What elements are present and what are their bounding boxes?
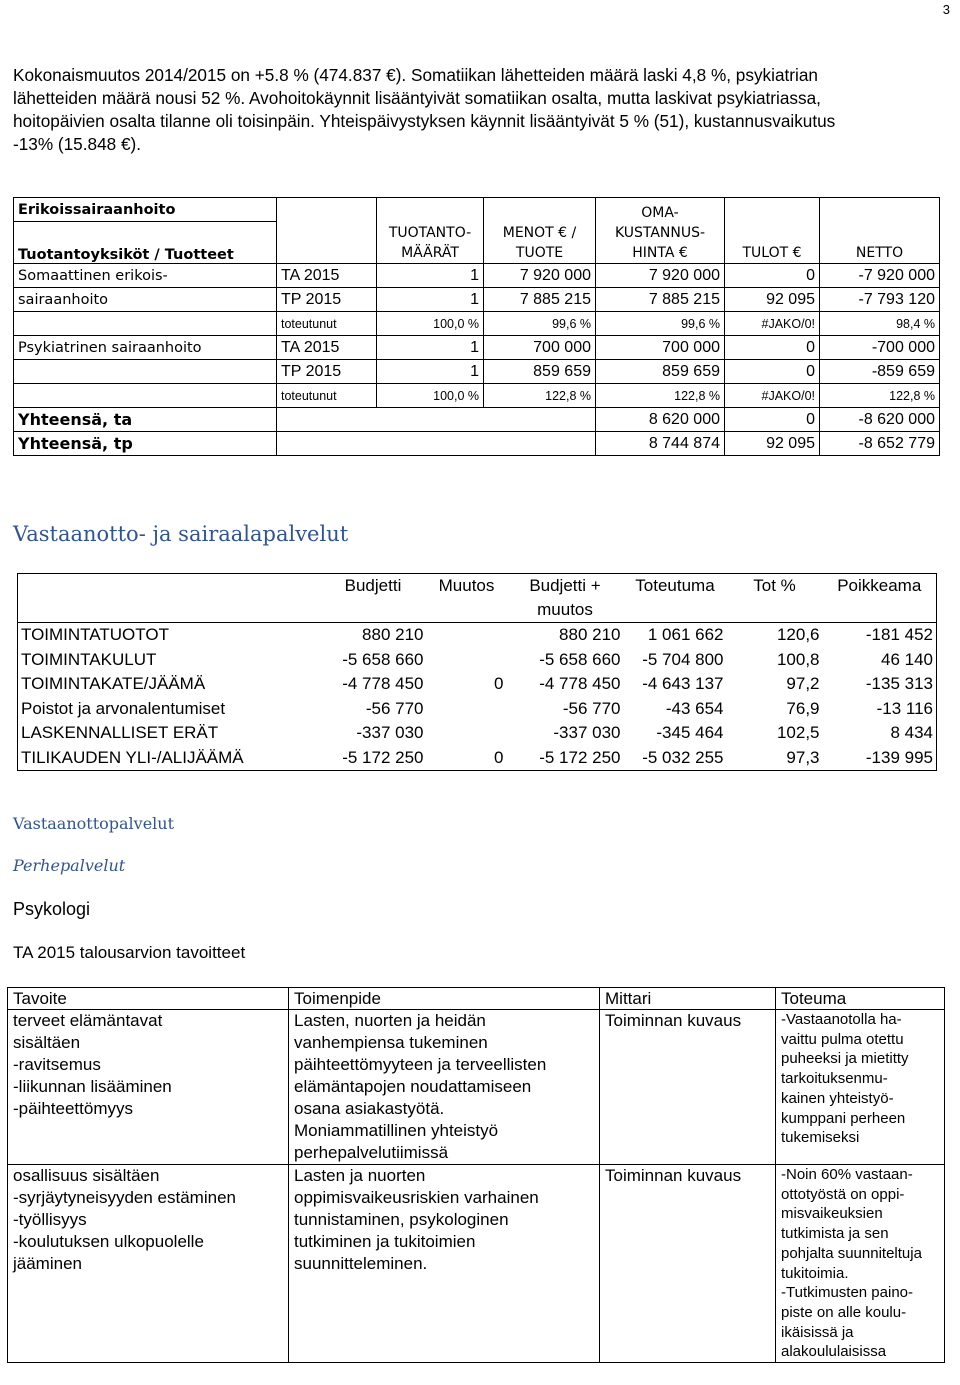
cell: -4 778 450 xyxy=(342,674,424,694)
total-label: Yhteensä, ta xyxy=(14,408,277,432)
cell: 8 620 000 xyxy=(596,408,725,432)
row-type: toteutunut xyxy=(277,312,377,336)
cell: 92 095 xyxy=(725,432,820,456)
table-row xyxy=(18,721,937,746)
cell xyxy=(427,696,507,721)
heading-ta-tavoitteet: TA 2015 talousarvion tavoitteet xyxy=(13,943,246,962)
page-number: 3 xyxy=(942,2,950,17)
heading-perhepalvelut: Perhepalvelut xyxy=(13,856,126,875)
cell: -8 620 000 xyxy=(820,408,940,432)
toteuma-cell: -Vastaanotolla ha- vaittu pulma otettu puheeksi ja mietitty tarkoituksenmu- kainen yhteistyö- kumppani perheen tukemiseksi xyxy=(776,1010,945,1165)
cell: 99,6 % xyxy=(484,312,596,336)
row-type: TA 2015 xyxy=(277,336,377,360)
budget-table xyxy=(17,573,937,771)
intro-line: lähetteiden määrä nousi 52 %. Avohoitokäynnit lisääntyivät somatiikan osalta, mutta laskivat psykiatriassa, xyxy=(13,88,821,108)
cell: -56 770 xyxy=(365,698,424,718)
cell: 1 xyxy=(377,264,484,288)
table-row xyxy=(18,647,937,672)
tavoite-cell: terveet elämäntavat sisältäen -ravitsemus -liikunnan lisääminen -päihteettömyys xyxy=(8,1010,289,1165)
header-menot: MENOT € / TUOTE xyxy=(484,198,596,264)
erikoissairaanhoito-table xyxy=(13,197,940,456)
cell: 97,2 xyxy=(786,674,820,694)
header-poikkeama: Poikkeama xyxy=(837,576,922,596)
cell: -56 770 xyxy=(562,698,621,718)
cell: 7 885 215 xyxy=(596,288,725,312)
cell: -13 116 xyxy=(876,698,933,718)
cell: 46 140 xyxy=(881,649,933,669)
cell: 0 xyxy=(725,264,820,288)
row-type: TP 2015 xyxy=(277,360,377,384)
table-row xyxy=(14,384,940,408)
table-row xyxy=(14,264,940,288)
row-label: sairaanhoito xyxy=(14,288,277,312)
row-label: TOIMINTATUOTOT xyxy=(18,623,320,648)
table-row xyxy=(18,696,937,721)
cell: -5 658 660 xyxy=(539,649,621,669)
cell: #JAKO/0! xyxy=(725,312,820,336)
cell: 7 920 000 xyxy=(484,264,596,288)
header-toteutuma: Toteutuma xyxy=(635,576,715,596)
cell: 122,8 % xyxy=(484,384,596,408)
row-header-label: Tuotantoyksiköt / Tuotteet xyxy=(14,222,277,264)
cell: -135 313 xyxy=(865,674,933,694)
header-mittari: Mittari xyxy=(600,988,776,1010)
cell: 122,8 % xyxy=(596,384,725,408)
cell: 0 xyxy=(725,360,820,384)
cell: 8 744 874 xyxy=(596,432,725,456)
cell: 0 xyxy=(494,747,504,767)
cell: 0 xyxy=(725,408,820,432)
table-row xyxy=(8,1010,945,1165)
header-muutos-line2: muutos xyxy=(537,600,593,620)
section-title: Vastaanotto- ja sairaalapalvelut xyxy=(13,522,349,546)
cell: 0 xyxy=(725,336,820,360)
intro-line: hoitopäivien osalta tilanne oli toisinpäin. Yhteispäivystyksen käynnit lisääntyivät 5 % (51), kustannusvaikutus xyxy=(13,111,836,131)
row-type: toteutunut xyxy=(277,384,377,408)
header-netto: NETTO xyxy=(820,198,940,264)
tavoite-cell: osallisuus sisältäen -syrjäytyneisyyden estäminen -työllisyys -koulutuksen ulkopuolelle jääminen xyxy=(8,1165,289,1363)
mittari-cell: Toiminnan kuvaus xyxy=(600,1010,776,1165)
cell: -4 778 450 xyxy=(539,674,621,694)
header-tavoite: Tavoite xyxy=(8,988,289,1010)
goals-table xyxy=(7,987,945,1363)
cell: -7 920 000 xyxy=(820,264,940,288)
table-row xyxy=(14,336,940,360)
cell: -181 452 xyxy=(823,623,937,648)
table-row xyxy=(14,360,940,384)
cell: 1 xyxy=(377,288,484,312)
cell: -5 704 800 xyxy=(642,649,724,669)
header-tot-percent: Tot % xyxy=(753,576,796,596)
cell xyxy=(427,623,507,648)
header-tuotantomaarat: TUOTANTO- MÄÄRÄT xyxy=(377,198,484,264)
row-label: Somaattinen erikois- xyxy=(14,264,277,288)
cell: 1 061 662 xyxy=(624,623,727,648)
row-label: Psykiatrinen sairaanhoito xyxy=(14,336,277,360)
intro-paragraph xyxy=(13,64,943,156)
cell: -337 030 xyxy=(553,723,621,743)
mittari-cell: Toiminnan kuvaus xyxy=(600,1165,776,1363)
cell: 7 885 215 xyxy=(484,288,596,312)
cell: 98,4 % xyxy=(820,312,940,336)
cell: 1 xyxy=(377,336,484,360)
cell: 1 xyxy=(377,360,484,384)
cell: 880 210 xyxy=(507,623,624,648)
table-row xyxy=(18,672,937,697)
heading-psykologi: Psykologi xyxy=(13,899,91,919)
row-label: Poistot ja arvonalentumiset xyxy=(21,698,226,718)
cell: 700 000 xyxy=(484,336,596,360)
header-muutos: Muutos xyxy=(438,576,495,596)
table-row xyxy=(8,1165,945,1363)
row-label: LASKENNALLISET ERÄT xyxy=(21,723,219,743)
intro-line: Kokonaismuutos 2014/2015 on +5.8 % (474.837 €). Somatiikan lähetteiden määrä laski 4,8 %, psykiatrian xyxy=(13,65,818,85)
header-budjetti: Budjetti xyxy=(344,576,402,596)
toimenpide-cell: Lasten, nuorten ja heidän vanhempiensa tukeminen päihteettömyyteen ja terveellisten elämäntapojen noudattamiseen osana asiakastyötä. Moniammatillinen yhteistyö perhepalvelutiimissä xyxy=(289,1010,600,1165)
cell: -8 652 779 xyxy=(820,432,940,456)
cell: -337 030 xyxy=(356,723,424,743)
total-label: Yhteensä, tp xyxy=(14,432,277,456)
cell: 92 095 xyxy=(725,288,820,312)
row-label xyxy=(14,384,277,408)
row-label xyxy=(14,312,277,336)
total-row xyxy=(14,432,940,456)
cell: -4 643 137 xyxy=(642,674,724,694)
heading-vastaanottopalvelut: Vastaanottopalvelut xyxy=(13,814,175,833)
table1-title: Erikoissairaanhoito xyxy=(14,198,277,222)
table-row xyxy=(18,746,937,771)
cell: 700 000 xyxy=(596,336,725,360)
cell: -139 995 xyxy=(865,747,933,767)
cell: #JAKO/0! xyxy=(725,384,820,408)
toimenpide-cell: Lasten ja nuorten oppimisvaikeusriskien varhainen tunnistaminen, psykologinen tutkiminen ja tukitoimien suunnitteleminen. xyxy=(289,1165,600,1363)
cell: 0 xyxy=(494,674,504,694)
cell: 97,3 xyxy=(786,747,820,767)
cell xyxy=(427,721,507,746)
total-row xyxy=(14,408,940,432)
cell: -7 793 120 xyxy=(820,288,940,312)
table-row xyxy=(18,623,937,648)
cell: 99,6 % xyxy=(596,312,725,336)
cell: 76,9 xyxy=(786,698,820,718)
toteuma-cell: -Noin 60% vastaan- ottotyöstä on oppi- misvaikeuksien tutkimista ja sen pohjalta suunniteltuja tukitoimia. -Tutkimusten paino- piste on alle koulu- ikäisissä ja alakoululaisissa xyxy=(776,1165,945,1363)
row-label: TILIKAUDEN YLI-/ALIJÄÄMÄ xyxy=(21,747,244,767)
cell: -5 032 255 xyxy=(642,747,724,767)
cell: 100,0 % xyxy=(377,384,484,408)
row-type: TP 2015 xyxy=(277,288,377,312)
table-row xyxy=(14,288,940,312)
cell: 7 920 000 xyxy=(596,264,725,288)
cell: -5 172 250 xyxy=(342,747,424,767)
cell: -43 654 xyxy=(665,698,724,718)
row-label xyxy=(14,360,277,384)
cell xyxy=(427,647,507,672)
cell: -5 172 250 xyxy=(539,747,621,767)
table-row xyxy=(14,312,940,336)
cell: 859 659 xyxy=(596,360,725,384)
cell: 100,0 % xyxy=(377,312,484,336)
cell: 8 434 xyxy=(890,723,933,743)
header-toimenpide: Toimenpide xyxy=(289,988,600,1010)
cell: 859 659 xyxy=(484,360,596,384)
cell: 102,5 xyxy=(776,723,820,743)
cell: 100,8 xyxy=(776,649,820,669)
cell: -859 659 xyxy=(820,360,940,384)
row-label: TOIMINTAKULUT xyxy=(21,649,157,669)
cell: -700 000 xyxy=(820,336,940,360)
header-toteuma: Toteuma xyxy=(776,988,945,1010)
cell: -5 658 660 xyxy=(342,649,424,669)
header-budjetti-plus: Budjetti + xyxy=(529,576,601,596)
row-label: TOIMINTAKATE/JÄÄMÄ xyxy=(21,674,206,694)
cell: -345 464 xyxy=(656,723,724,743)
cell: 120,6 xyxy=(727,623,823,648)
cell: 122,8 % xyxy=(820,384,940,408)
header-omakustannushinta: OMA- KUSTANNUS- HINTA € xyxy=(596,198,725,264)
row-type: TA 2015 xyxy=(277,264,377,288)
intro-line: -13% (15.848 €). xyxy=(13,134,142,154)
cell: 880 210 xyxy=(320,623,427,648)
header-tulot: TULOT € xyxy=(725,198,820,264)
